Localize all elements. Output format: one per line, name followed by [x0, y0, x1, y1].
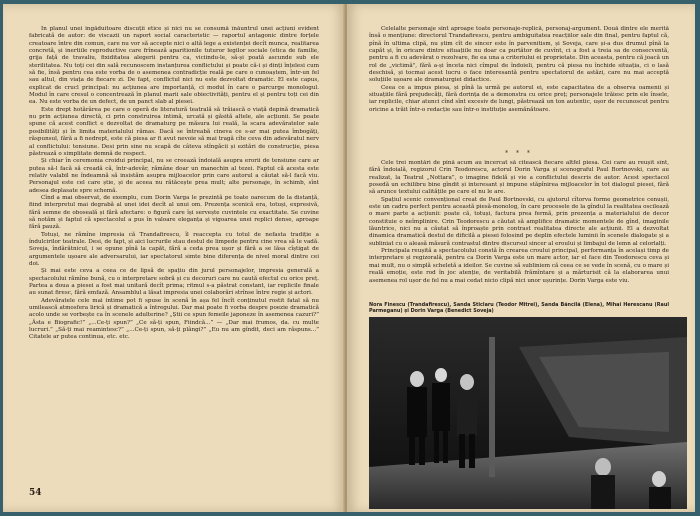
- paragraph: Și mai este ceva a ceea ce de lipsă de spațiu din jurul personajelor, impresia generală a spectacolului rămîne bună, cu o interpretare sobră și cu decoruri care nu caută efectul cu orice preț. Partea a doua a piesei a fost mai unitară decît prima; ritmul s-a păstrat constant, iar replicile finale au sunat firesc, fără emfază. Ansamblul a lăsat impresia unei colaborări strînse între regie și actori.: [29, 268, 319, 297]
- paragraph: Totuși, ne rămîne impresia că Trandafirescu, îl reaccepta cu totul de nefasta tradiție a îndulcirilor teatrale. Desi, de fapt, și aici lucrurile stau destul de limpede pentru cine vrea să le vadă. Soveja, îndărătnicul, i se opune pînă la capăt, fără a ceda prea ușor și fără a se lăsa cîștigat de argumentele ușoare ale adversarului, iar spectatorul simte bine diferența de nivel moral dintre cei doi.: [29, 231, 319, 267]
- paragraph: Și chiar în ceremonia croidui principal, nu se creeazã îndoială asupra erorii de tensiune care ar putea să-l facă să creadă că, într-adevăr, rămâne doar un manechin al tezei. Faptul că acesta este relativ valabil ne îndeamnă să insistăm asupra mijloacelor prin care autorul a căutat să-l facă viu. Personajul este cel care știe, și de aceea nu rătăcește prea mult; alte personaje, în schimb, sînt adesea deplasate spre schemă.: [29, 158, 319, 194]
- paragraph: Principala reușită a spectacolului constă în crearea croului principal, performanța în același timp de interpretare și regizorală, pentru ca Dorin Varga este un mare actor, iar el face din Teodorescu ceva și mai mult, nu o simplă scheletă a ideilor. Se cuvine să subliniem că ceea ce se vede în scenă, cu o mare și reală emoție, este rod în joc atenție, de veritabilă frămîntare și a mărturisit că la elaborarea unui asemenea rol ușor de fel nu a mai cedat nicio clipă nici unor ușurințe. Dorin Varga este viu.: [369, 248, 669, 284]
- paragraph: Adevăratele cele mai intime pot fi spuse în scenă în așa fel încît conținutul rostit fatal să nu umilească atmosfera lirică și dramatică a întregului. Dar mai poate fi vorba despre poezie dramatică acolo unde se vorbește ca în scenele adulterine? „Știi ce spun femeile japoneze în asemenea cazuri?” „Ăsta e Biografic!” „...Ce-ți spun?” „Ce să-ți spun, Fiindcă...” — „Dar mai frumos, da. cu multe lucruri.” „Să-ți mai reamintesc?” „...Ce-ți spun, să-ți plângi?” „Eu nu am gîndit, deci am răspuns...” Citatele ar putea continua, etc. etc.: [29, 297, 319, 341]
- photo-caption: Nora Finescu (Trandafirescu), Sanda Sticlaru (Teodor Mitrei), Sanda Băncilă (Elena), Mihai Herescanu (Raul Parmeganu) și Dorin Varga (Benedict Soveja): [369, 302, 669, 315]
- paragraph: Este drept hotărârea pe care o operă de literatură teatrală să trăiască o viață depină dramatică nu prin acțiunea directă, ci prin construirea intimă, urcată și găsită altele, ale acțiunii. Se poate spune că acest conflict e dezvoltat de dramaturg pe măsura lui reală, la scara adevăratelor sale posibilități și în limita materialului rămas. Dacă se întreabă cineva ce s-ar mai putea îmbogăți, răspunsul, fără a fi nedrept, este că piesa ar fi avut nevoie să mai tragă cîte ceva din adevăratul nerv al conflictului: tensiune. Desi prin sine nu scapă de câteva stîngăcii și ezitări de construcție, piesa păstrează o simplitate demnă de respect.: [29, 106, 319, 157]
- stage-photo-image: [369, 317, 687, 509]
- right-page-text-bottom: [369, 160, 669, 301]
- paragraph: Celelalte personaje sînt aproape toate personaje-replică, personaj-argument. Două dintre ele merită însă o mențiune: directorul Trandafirescu, pentru ambiguitatea reacțiilor sale din final, pentru faptul că, pînă în ultima clipă, nu știm cît de sincer este în parvenitism, și Soveja, care și-a dus drumul pînă la capăt și, în oricare dintre situațiile nu doar ca purtător de cuvînt, ci a fost a treia sa de consecventă, pentru a fi cu adevărat o rezolvare, fie ea una a criteriului ei proprietate. Din aceasta, pentru că joacă un rol de „victimă", fără a-și înceta nici cîmpul de îndoieli, pentru că piesa nu închide situația, ci o lasă deschisă, și tocmai acest lucru o face interesantă pentru spectatorul de astăzi, care nu mai acceptă soluțiile ușoare ale dramaturgiei didactice.: [369, 26, 669, 84]
- left-page-text: [29, 26, 319, 501]
- section-separator: * * *: [505, 150, 533, 157]
- paragraph: Cele trei montări de pînă acum au încercat să citească fiecare altfel piesa. Cei care au reușit sînt, fără îndoială, regizorul Crin Teodorescu, actorul Dorin Varga și scenograful Paul Bortnovski, care au realizat, la Teatrul „Nottara”, o imagine fidelă și vie a conflictului descris de autor. Acest spectacol posedă un echilibru bine gîndit și interesant și impune stăpînirea mijloacelor în tot dialogul piesei, fără să arunce textului calitățile pe care el nu le are.: [369, 160, 669, 196]
- paragraph: Spațiul scenic convențional creat de Paul Bortnovski, cu ajutorul cîtorva forme geometrice cenușii, este un cadru perfect pentru această piesă-monolog, în care procesele de la gîndul la realitatea oscilează o mare parte a acțiunii: poate că, totuși, factura prea fermă, prin prezența a materialului de decor constituie o neîmplinire. Crin Teodorescu a căutat să amplifice dramatic momentele de gînd, imaginile lăuntrice, nici nu a căutat să înproaște prin contrast realitatea directe ale acțiunii. El a dezvoltat dinamica dramatică destul de dificilă a piesei folosind pe deplin efectele luminii în scenele dialogate și a subliniat cu o aleasă măsură contrastul dintre discursul sincer al eroului și limbajul de lemn al celorlalți.: [369, 196, 669, 247]
- paragraph: Ceea ce a impus piesa, și pînă la urmă pe autorul ei, este capacitatea de a observa oamenii și situațiile fără prejudecăți, fără dorința de a demonstra cu orice preț; personajele trăiesc prin ele însele, iar replicile, chiar atunci cînd sînt excesiv de lungi, păstrează un ton autentic, ușor de recunoscut pentru oricine a trăit într-o redacție sau într-o instituție asemănătoare.: [369, 84, 669, 113]
- paragraph: Cînd a mai observat, de exemplu, cum Dorin Varga le prezintă pe toate oarecum de la distanță, fiind interpretul mai degrabă al unei idei decît al unui om. Prezența scenică era, totuși, expresivă, fără semne de oboseală și fără afectare: o figură care își servește cuvintele cu exactitate. Se cuvine să notăm și faptul că spectacolul a pus în valoare eleganța și vigoarea unei replici dense, aproape fără pauză.: [29, 194, 319, 231]
- left-page: [3, 4, 345, 512]
- stage-photo: [369, 317, 687, 509]
- paragraph: În planul unei îngăduitoare discuții etice și nici nu se consumă înăuntrul unei acțiuni evident fabricată de autor: de viscazii un raport social caracteristic — raportul antagonic dintre forțele creatoare între din comun, care nu vor să accepte nici o altă lege a existenței decît munca, realitarea concretă, și inertiile reproductive care frînează aparitionile tuturor legilor sociale (etica de familie, grija față de travaliu, fixiditatea alegerii pentru ca, viciindu-le, să-și poată ascunde sub ele sterilitatea. Nu toți cei din sală recunoscem instanțurea conflictului și poate că-i și dinți înțelesi cum să fie, însă pentru cea este vorba de o asemenea contradicție reală pe care o cunoaștem, într-un fel sau altul, din viața de fiecare zi. De fapt, conflictul nici nu este dezvoltat dramatic. El este capus, explicat de crucl principal: nu acțiunea are importanță, ci modul în care o parcurge monologul. Modul în care cresul o concentrează în planul marii sale obiectivități, pentru el și pentru toți cei din ea. Nu este vorba de un defect, de un panct slab al piesei.: [29, 26, 319, 106]
- page-number: 54: [29, 488, 42, 498]
- right-page: [347, 4, 695, 512]
- right-page-text-top: [369, 26, 669, 152]
